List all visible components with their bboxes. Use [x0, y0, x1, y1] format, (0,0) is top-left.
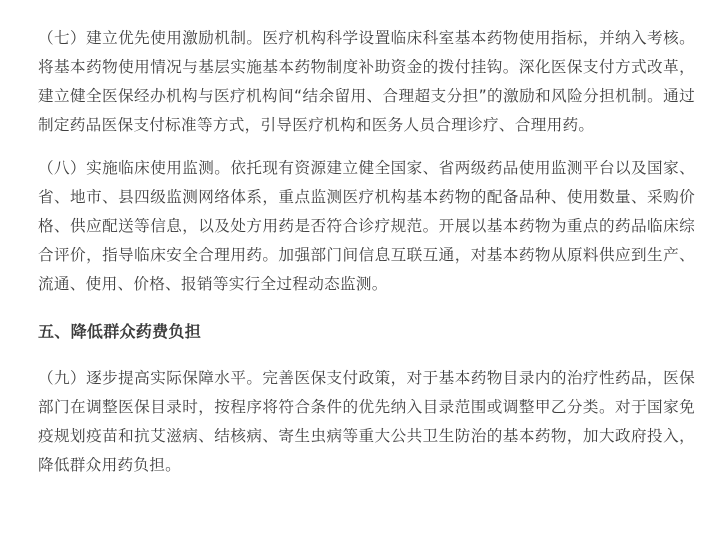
paragraph-eight: （八）实施临床使用监测。依托现有资源建立健全国家、省两级药品使用监测平台以及国家、省、地市、县四级监测网络体系，重点监测医疗机构基本药物的配备品种、使用数量、采购价格、供应配送等信息，以及处方用药是否符合诊疗规范。开展以基本药物为重点的药品临床综合评价，指导临床安全合理用药。加强部门间信息互联互通，对基本药物从原料供应到生产、流通、使用、价格、报销等实行全过程动态监测。	[38, 159, 695, 293]
section-heading-five: 五、降低群众药费负担	[38, 322, 202, 341]
paragraph-nine: （九）逐步提高实际保障水平。完善医保支付政策，对于基本药物目录内的治疗性药品，医保部门在调整医保目录时，按程序将符合条件的优先纳入目录范围或调整甲乙分类。对于国家免疫规划疫苗和抗艾滋病、结核病、寄生虫病等重大公共卫生防治的基本药物，加大政府投入，降低群众用药负担。	[38, 369, 695, 474]
paragraph-seven: （七）建立优先使用激励机制。医疗机构科学设置临床科室基本药物使用指标，并纳入考核。将基本药物使用情况与基层实施基本药物制度补助资金的拨付挂钩。深化医保支付方式改革，建立健全医保经办机构与医疗机构间“结余留用、合理超支分担”的激励和风险分担机制。通过制定药品医保支付标准等方式，引导医疗机构和医务人员合理诊疗、合理用药。	[38, 29, 695, 134]
